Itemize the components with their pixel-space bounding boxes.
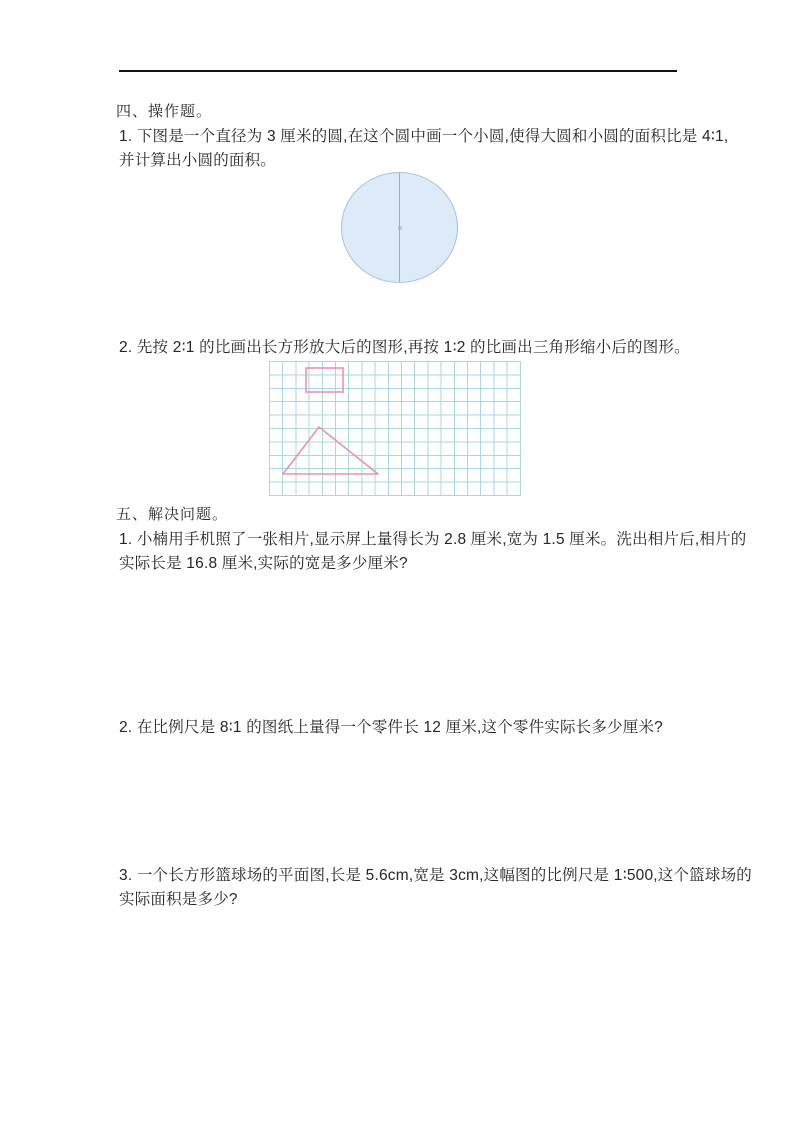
section4-q1-line2: 并计算出小圆的面积。 <box>119 152 277 169</box>
grid-shapes-overlay <box>269 361 520 495</box>
section4-q2-line: 2. 先按 2∶1 的比画出长方形放大后的图形,再按 1∶2 的比画出三角形缩小后的图形。 <box>119 339 690 356</box>
circle-figure <box>341 172 458 283</box>
section5-q3-line2: 实际面积是多少? <box>119 891 238 908</box>
section4-q1-line1: 1. 下图是一个直径为 3 厘米的圆,在这个圆中画一个小圆,使得大圆和小圆的面积比是 4∶1, <box>119 128 729 145</box>
circle-center-dot <box>398 226 402 230</box>
section5-q2-line: 2. 在比例尺是 8∶1 的图纸上量得一个零件长 12 厘米,这个零件实际长多少厘米? <box>119 719 664 736</box>
section5-q1-line2: 实际长是 16.8 厘米,实际的宽是多少厘米? <box>119 555 408 572</box>
original-triangle-shape <box>283 427 378 474</box>
original-rectangle-shape <box>306 368 343 392</box>
section5-q1-line1: 1. 小楠用手机照了一张相片,显示屏上量得长为 2.8 厘米,宽为 1.5 厘米。洗出相片后,相片的 <box>119 531 747 548</box>
grid-figure <box>269 361 521 496</box>
section5-q3-line1: 3. 一个长方形篮球场的平面图,长是 5.6cm,宽是 3cm,这幅图的比例尺是 1∶500,这个篮球场的 <box>119 867 752 884</box>
section4-heading: 四、操作题。 <box>116 104 213 120</box>
top-horizontal-rule <box>119 70 677 72</box>
section5-heading: 五、解决问题。 <box>116 507 229 523</box>
